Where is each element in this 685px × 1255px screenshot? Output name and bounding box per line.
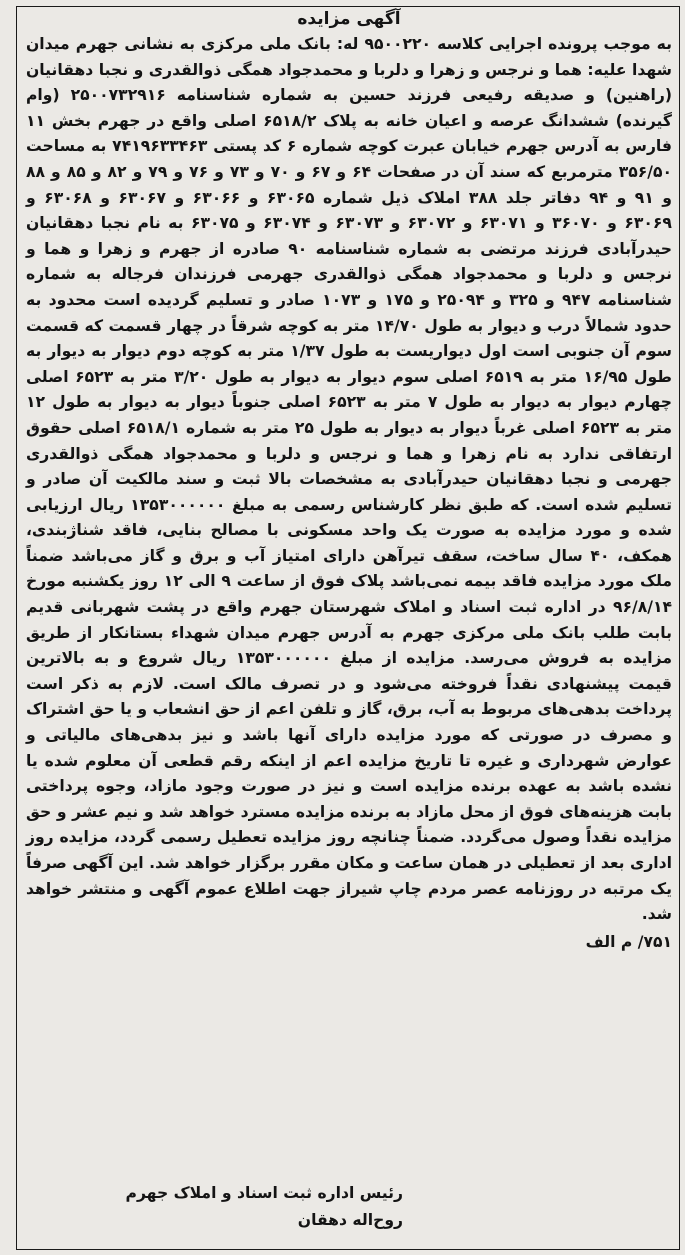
signature-block <box>126 1180 403 1234</box>
notice-content <box>26 8 672 955</box>
notice-title: آگهی مزایده <box>297 9 401 29</box>
signature-role: رئیس اداره ثبت اسناد و املاک جهرم <box>125 1184 403 1202</box>
notice-reference: ۷۵۱/ م الف <box>585 932 672 951</box>
signature-name: روح‌اله دهقان <box>297 1211 403 1229</box>
notice-body: به موجب پرونده اجرایی کلاسه ۹۵۰۰۲۲۰ له: بانک ملی مرکزی به نشانی جهرم میدان شهدا علیه: هما و نرجس و زهرا و دلربا و محمدجواد همگی ذوالقدری و نجبا دهقانیان (راهنین) و صدیقه رفیعی فرزند حسین به شماره شناسنامه ۲۵۰۰۷۳۲۹۱۶ (وام گیرنده) ششدانگ عرصه و اعیان خانه به پلاک ۶۵۱۸/۲ اصلی واقع در جهرم بخش ۱۱ فارس به آدرس جهرم خیابان عبرت کوچه شماره ۶ کد پستی ۷۴۱۹۶۳۳۴۶۳ به مساحت ۳۵۶/۵۰ مترمربع که سند آن در صفحات ۶۴ و ۶۷ و ۷۰ و ۷۳ و ۷۶ و ۷۹ و ۸۲ و ۸۵ و ۸۸ و ۹۱ و ۹۴ دفاتر جلد ۳۸۸ املاک ذیل شماره ۶۳۰۶۵ و ۶۳۰۶۶ و ۶۳۰۶۷ و ۶۳۰۶۸ و ۶۳۰۶۹ و ۳۶۰۷۰ و ۶۳۰۷۱ و ۶۳۰۷۲ و ۶۳۰۷۳ و ۶۳۰۷۴ و ۶۳۰۷۵ به نام نجبا دهقانیان حیدرآبادی فرزند مرتضی به شماره شناسنامه ۹۰ صادره از جهرم و زهرا و هما و نرجس و دلربا و محمدجواد همگی ذوالقدری جهرمی فرزندان فرجاله به شماره شناسنامه ۹۴۷ و ۳۲۵ و ۲۵۰۹۴ و ۱۷۵ و ۱۰۷۳ صادر و تسلیم گردیده است محدود به حدود شمالاً درب و دیوار به طول ۱۴/۷۰ متر به کوچه شرقاً در چهار قسمت که قسمت سوم آن جنوبی است اول دیواریست به طول ۱/۳۷ متر به کوچه دوم دیوار به دیوار به طول ۱۶/۹۵ متر به ۶۵۱۹ اصلی سوم دیوار به دیوار به طول ۳/۲۰ متر به ۶۵۲۳ اصلی چهارم دیوار به دیوار به طول ۷ متر به ۶۵۲۳ اصلی جنوباً دیوار به دیوار به طول ۱۲ متر به ۶۵۲۳ اصلی غرباً دیوار به دیوار به طول ۲۵ متر به شماره ۶۵۱۸/۱ اصلی حقوق ارتفاقی ندارد به نام زهرا و هما و نرجس و دلربا و محمدجواد همگی ذوالقدری جهرمی و نجبا دهقانیان حیدرآبادی به مشخصات بالا ثبت و سند مالکیت آن صادر و تسلیم شده است. که طبق نظر کارشناس رسمی به مبلغ ۱۳۵۳۰۰۰۰۰۰ ریال ارزیابی شده و مورد مزایده به صورت یک واحد مسکونی با مصالح بنایی، فاقد شناژبندی، همکف، ۴۰ سال ساخت، سقف تیرآهن دارای امتیاز آب و برق و گاز می‌باشد ضمناً ملک مورد مزایده فاقد بیمه نمی‌باشد پلاک فوق از ساعت ۹ الی ۱۲ روز یکشنبه مورخ ۹۶/۸/۱۴ در اداره ثبت اسناد و املاک شهرستان جهرم واقع در پشت شهربانی قدیم بابت طلب بانک ملی مرکزی جهرم به آدرس جهرم میدان شهداء بستانکار از طریق مزایده به فروش می‌رسد. مزایده از مبلغ ۱۳۵۳۰۰۰۰۰۰ ریال شروع و به بالاترین قیمت پیشنهادی نقداً فروخته می‌شود و در تصرف مالک است. لازم به ذکر است پرداخت بدهی‌های مربوط به آب، برق، گاز و تلفن اعم از حق انشعاب و یا حق اشتراک و مصرف در صورتی که مورد مزایده دارای آنها باشد و نیز بدهی‌های مالیاتی و عوارض شهرداری و غیره تا تاریخ مزایده اعم از اینکه رقم قطعی آن معلوم شده یا نشده باشد به عهده برنده مزایده است و نیز در صورت وجود مازاد، وجوه پرداختی بابت هزینه‌های فوق از محل مازاد به برنده مزایده مسترد خواهد شد و نیم عشر و حق مزایده نقداً وصول می‌گردد. ضمناً چنانچه روز مزایده تعطیل رسمی گردد، مزایده روز اداری بعد از تعطیلی در همان ساعت و مکان مقرر برگزار خواهد شد. این آگهی صرفاً یک مرتبه در روزنامه عصر مردم چاپ شیراز جهت اطلاع عموم آگهی و منتشر خواهد شد. <box>26 35 673 924</box>
